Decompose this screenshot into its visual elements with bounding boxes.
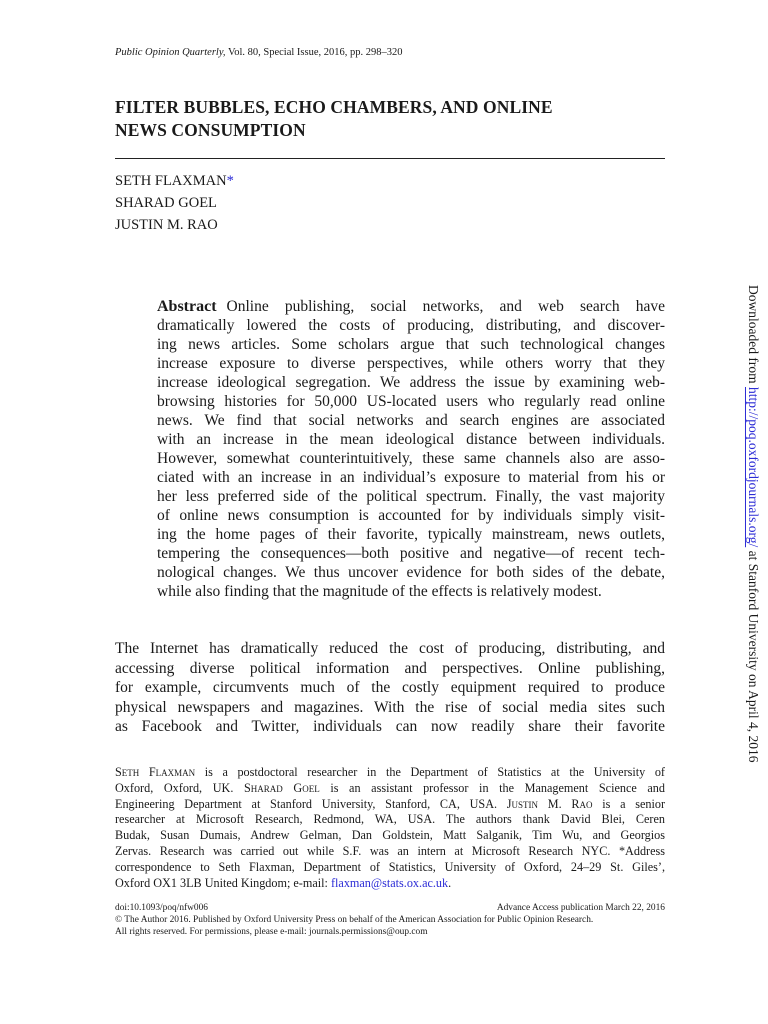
footnote-line: researcher at Microsoft Research, Redmond, WA, USA. The authors thank David Blei, Ceren <box>115 812 665 827</box>
footnote-line: Zervas. Research was carried out while S.F. was an intern at Microsoft Research NYC. *Address <box>115 843 665 858</box>
author-name-text: SETH FLAXMAN <box>115 173 227 189</box>
article-title <box>115 96 675 142</box>
footnote-line <box>115 797 665 813</box>
body-line: for example, circumvents much of the costly equipment required to produce <box>115 679 665 696</box>
footnote-line: correspondence to Seth Flaxman, Department of Statistics, University of Oxford, 24–29 St. Giles’, <box>115 859 665 874</box>
abstract-line: while also finding that the magnitude of the effects is relatively modest. <box>157 583 602 600</box>
author-name-smallcaps: Sharad Goel <box>244 780 320 795</box>
abstract-line: ing the home pages of their favorite, typically mainstream, news outlets, <box>157 526 665 543</box>
footnote-text: is an assistant professor in the Management Science and <box>319 780 665 795</box>
abstract-line: browsing histories for 50,000 US-located users who regularly read online <box>157 393 665 410</box>
author-list <box>115 170 234 236</box>
abstract-line: ciated with an increase in an individual’s exposure to material from his or <box>157 469 665 486</box>
author-name-smallcaps: Rao <box>571 796 593 811</box>
abstract-block <box>157 297 665 601</box>
abstract-line: dramatically lowered the costs of producing, distributing, and discover- <box>157 317 665 334</box>
title-divider <box>115 158 665 159</box>
footnote-text: is a postdoctoral researcher in the Department of Statistics at the University of <box>195 765 665 779</box>
rights: All rights reserved. For permissions, please e-mail: journals.permissions@oup.com <box>115 927 428 938</box>
abstract-line: with an increase in the mean ideological distance between individuals. <box>157 431 665 448</box>
abstract-line: nological changes. We thus uncover evidence for both sides of the debate, <box>157 564 665 581</box>
footnote-line: Budak, Susan Dumais, Andrew Gelman, Dan Goldstein, Matt Salganik, Tim Wu, and Georgios <box>115 828 665 843</box>
doi: doi:10.1093/poq/nfw006 <box>115 903 208 913</box>
body-line: as Facebook and Twitter, individuals can now readily share their favorite <box>115 718 665 735</box>
download-prefix: Downloaded from <box>746 285 761 387</box>
abstract-line: of online news consumption is accounted for by individuals simply visit- <box>157 507 665 524</box>
footnote-line <box>115 876 665 892</box>
footnote-text: . <box>448 875 452 890</box>
author-name <box>115 170 234 192</box>
footnote-line <box>115 765 665 781</box>
author-name <box>115 192 234 214</box>
author-footnote <box>115 765 665 891</box>
abstract-line-text: Online publishing, social networks, and web search have <box>226 298 665 315</box>
download-sidebar <box>744 285 762 763</box>
body-line: accessing diverse political information and perspectives. Online publishing, <box>115 659 665 677</box>
copyright: © The Author 2016. Published by Oxford University Press on behalf of the American Association for Public Opinion Research. <box>115 915 594 926</box>
download-notice <box>744 285 762 762</box>
body-line: The Internet has dramatically reduced the cost of producing, distributing, and <box>115 640 665 657</box>
body-line: physical newspapers and magazines. With the rise of social media sites such <box>115 698 665 716</box>
journal-name: Public Opinion Quarterly, <box>115 47 226 58</box>
title-line: FILTER BUBBLES, ECHO CHAMBERS, AND ONLINE <box>115 97 553 117</box>
abstract-label: Abstract <box>157 298 217 315</box>
author-name-smallcaps: Seth Flaxman <box>115 765 196 779</box>
download-suffix: at Stanford University on April 4, 2016 <box>746 547 761 763</box>
author-name-text: JUSTIN M. RAO <box>115 217 218 233</box>
advance-access: Advance Access publication March 22, 2016 <box>496 903 665 913</box>
footnote-text: Engineering Department at Stanford University, Stanford, CA, USA. <box>115 796 507 811</box>
author-name-smallcaps: Justin <box>506 796 539 811</box>
abstract-line: increase ideological segregation. We address the issue by examining web- <box>157 374 665 391</box>
publication-meta <box>115 902 665 939</box>
abstract-line: news. We find that social networks and search engines are associated <box>157 412 665 429</box>
abstract-line: increase exposure to diverse perspectives, while others worry that they <box>157 355 665 372</box>
abstract-line: ing news articles. Some scholars argue that such technological changes <box>157 336 665 353</box>
meta-row <box>115 902 665 914</box>
correspondence-mark[interactable]: * <box>226 173 234 189</box>
abstract-line: her less preferred side of the political spectrum. Finally, the vast majority <box>157 488 665 505</box>
journal-url-link[interactable]: http://poq.oxfordjournals.org/ <box>746 386 761 548</box>
abstract-line <box>157 297 665 316</box>
body-paragraph <box>115 639 665 737</box>
abstract-line: However, somewhat counterintuitively, these same channels also are asso- <box>157 450 665 467</box>
email-link[interactable]: flaxman@stats.ox.ac.uk <box>330 875 449 890</box>
author-name-text: SHARAD GOEL <box>115 195 217 211</box>
footnote-text: is a senior <box>592 796 666 811</box>
journal-citation <box>115 47 403 58</box>
journal-details: Vol. 80, Special Issue, 2016, pp. 298–320 <box>225 47 403 58</box>
author-name <box>115 214 234 236</box>
title-line: NEWS CONSUMPTION <box>115 120 306 140</box>
abstract-line: tempering the consequences—both positive and negative—of recent tech- <box>157 545 665 562</box>
footnote-text: Oxford, Oxford, UK. <box>115 780 244 795</box>
footnote-text: M. <box>538 796 572 811</box>
footnote-line <box>115 781 665 797</box>
footnote-text: Oxford OX1 3LB United Kingdom; e-mail: <box>115 875 331 890</box>
